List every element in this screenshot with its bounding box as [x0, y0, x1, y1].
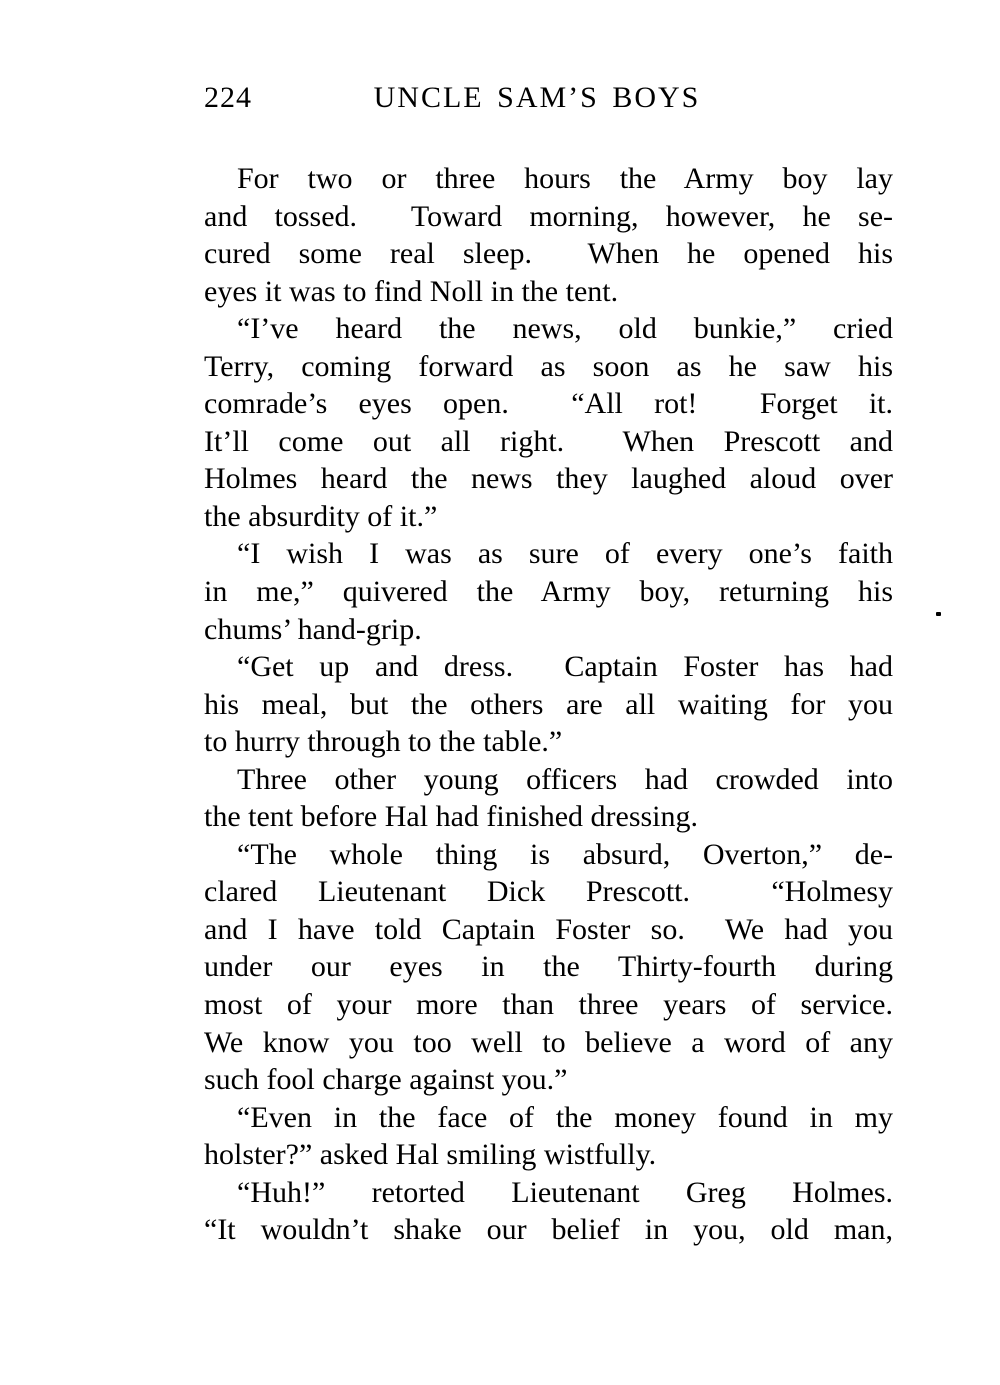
text-line: cured some real sleep. When he opened his	[204, 237, 893, 271]
text-line: “Get up and dress. Captain Foster has had	[237, 650, 893, 684]
text-line: For two or three hours the Army boy lay	[237, 162, 893, 195]
text-line: “The whole thing is absurd, Overton,” de-	[237, 837, 893, 871]
text-line: “I’ve heard the news, old bunkie,” cried	[237, 312, 893, 346]
text-line: “Even in the face of the money found in my	[237, 1100, 893, 1134]
text-line: under our eyes in the Thirty-fourth during	[204, 950, 893, 984]
text-line: We know you too well to believe a word of any	[204, 1025, 893, 1059]
text-line: Terry, coming forward as soon as he saw his	[204, 349, 893, 383]
text-line: Holmes heard the news they laughed aloud over	[204, 462, 893, 496]
text-line: “I wish I was as sure of every one’s faith	[237, 537, 893, 571]
text-line: holster?” asked Hal smiling wistfully.	[204, 1138, 657, 1172]
text-line: eyes it was to find Noll in the tent.	[204, 274, 619, 308]
text-line: comrade’s eyes open. “All rot! Forget it.	[204, 387, 893, 421]
text-line: It’ll come out all right. When Prescott and	[204, 424, 893, 458]
page-number: 224	[204, 81, 252, 114]
running-title: UNCLE SAM’S BOYS	[373, 81, 701, 114]
text-line: chums’ hand-grip.	[204, 612, 422, 646]
text-line: the tent before Hal had finished dressing.	[204, 800, 699, 834]
text-line: and tossed. Toward morning, however, he se-	[204, 199, 893, 233]
text-line: “It wouldn’t shake our belief in you, old man,	[204, 1213, 893, 1247]
text-line: Three other young officers had crowded into	[237, 762, 893, 796]
text-line: and I have told Captain Foster so. We had you	[204, 912, 893, 946]
ink-speck-artifact	[936, 612, 941, 616]
text-line: to hurry through to the table.”	[204, 725, 563, 759]
page-header	[204, 82, 894, 116]
text-line: such fool charge against you.”	[204, 1063, 568, 1097]
body-text	[204, 160, 893, 1249]
text-line: in me,” quivered the Army boy, returning his	[204, 575, 893, 609]
text-line: most of your more than three years of service.	[204, 988, 893, 1022]
text-line: the absurdity of it.”	[204, 499, 438, 533]
text-line: “Huh!” retorted Lieutenant Greg Holmes.	[237, 1175, 893, 1209]
text-line: clared Lieutenant Dick Prescott. “Holmesy	[204, 875, 893, 909]
text-line: his meal, but the others are all waiting for you	[204, 687, 893, 721]
